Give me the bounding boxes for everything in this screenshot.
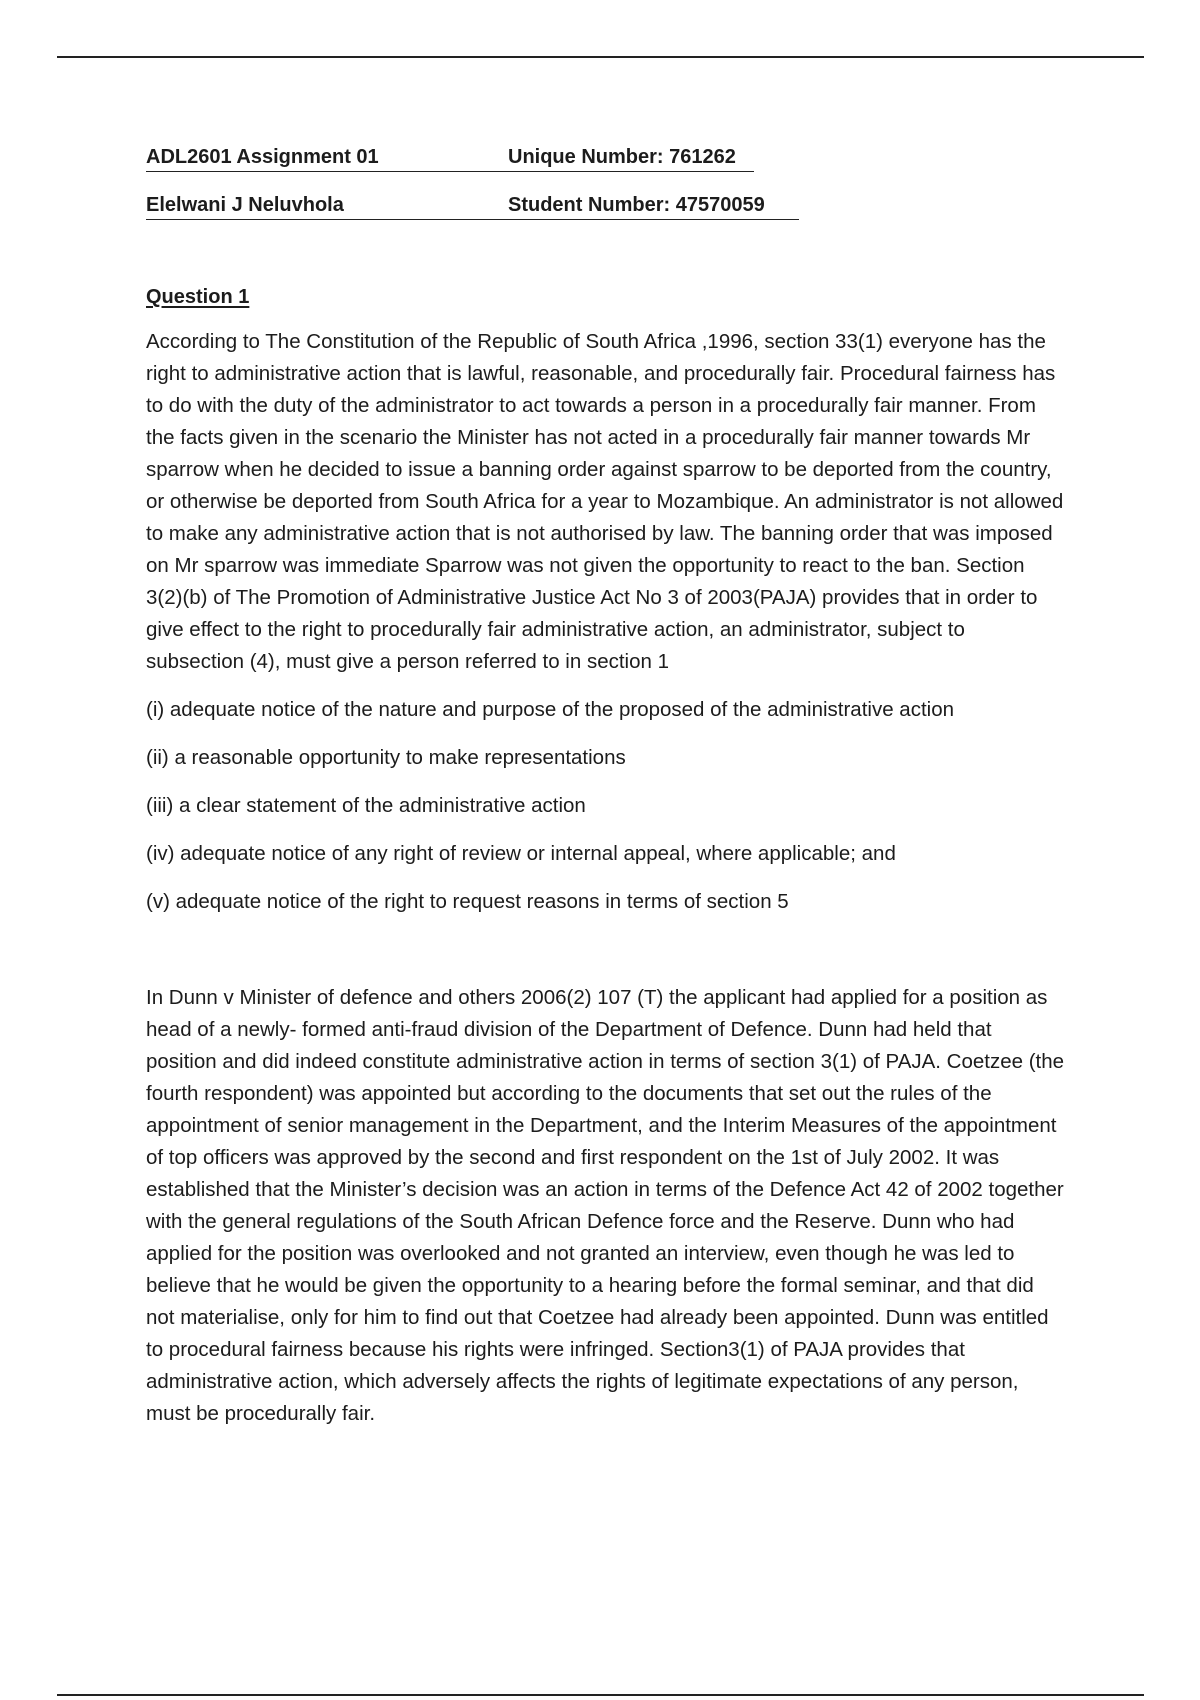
- paragraph-1: According to The Constitution of the Republic of South Africa ,1996, section 33(1) everyone has the right to administrative action that is lawful, reasonable, and procedurally fair. Procedural fairness has to do with the duty of the administrator to act towards a person in a procedurally fair manner. From the facts given in the scenario the Minister has not acted in a procedurally fair manner towards Mr sparrow when he decided to issue a banning order against sparrow to be deported from the country, or otherwise be deported from South Africa for a year to Mozambique. An administrator is not allowed to make any administrative action that is not authorised by law. The banning order that was imposed on Mr sparrow was immediate Sparrow was not given the opportunity to react to the ban. Section 3(2)(b) of The Promotion of Administrative Justice Act No 3 of 2003(PAJA) provides that in order to give effect to the right to procedurally fair administrative action, an administrator, subject to subsection (4), must give a person referred to in section 1: [146, 330, 1064, 673]
- header-row-student: [146, 192, 1066, 240]
- student-name: Elelwani J Neluvhola: [146, 194, 344, 216]
- header-row-assignment: [146, 144, 1066, 192]
- document-body: [146, 144, 1066, 1430]
- requirements-list: [146, 678, 1066, 918]
- unique-number: Unique Number: 761262: [508, 146, 736, 168]
- header-underline: [146, 219, 799, 220]
- question-title: Question 1: [146, 286, 250, 308]
- top-rule: [57, 56, 1144, 58]
- course-code: ADL2601 Assignment 01: [146, 146, 379, 168]
- list-item: (iv) adequate notice of any right of review or internal appeal, where applicable; and: [146, 842, 896, 865]
- bottom-rule: [57, 1694, 1144, 1696]
- list-item: (iii) a clear statement of the administrative action: [146, 794, 586, 817]
- student-number: Student Number: 47570059: [508, 194, 765, 216]
- paragraph-2: In Dunn v Minister of defence and others 2006(2) 107 (T) the applicant had applied for a position as head of a newly- formed anti-fraud division of the Department of Defence. Dunn had held that position and did indeed constitute administrative action in terms of section 3(1) of PAJA. Coetzee (the fourth respondent) was appointed but according to the documents that set out the rules of the appointment of senior management in the Department, and the Interim Measures of the appointment of top officers was approved by the second and first respondent on the 1st of July 2002. It was established that the Minister’s decision was an action in terms of the Defence Act 42 of 2002 together with the general regulations of the South African Defence force and the Reserve. Dunn who had applied for the position was overlooked and not granted an interview, even though he was led to believe that he would be given the opportunity to a hearing before the formal seminar, and that did not materialise, only for him to find out that Coetzee had already been appointed. Dunn was entitled to procedural fairness because his rights were infringed. Section3(1) of PAJA provides that administrative action, which adversely affects the rights of legitimate expectations of any person, must be procedurally fair.: [146, 986, 1065, 1425]
- list-item: (v) adequate notice of the right to request reasons in terms of section 5: [146, 890, 789, 913]
- list-item: (ii) a reasonable opportunity to make representations: [146, 746, 626, 769]
- header-underline: [146, 171, 754, 172]
- list-item: (i) adequate notice of the nature and purpose of the proposed of the administrative action: [146, 698, 954, 721]
